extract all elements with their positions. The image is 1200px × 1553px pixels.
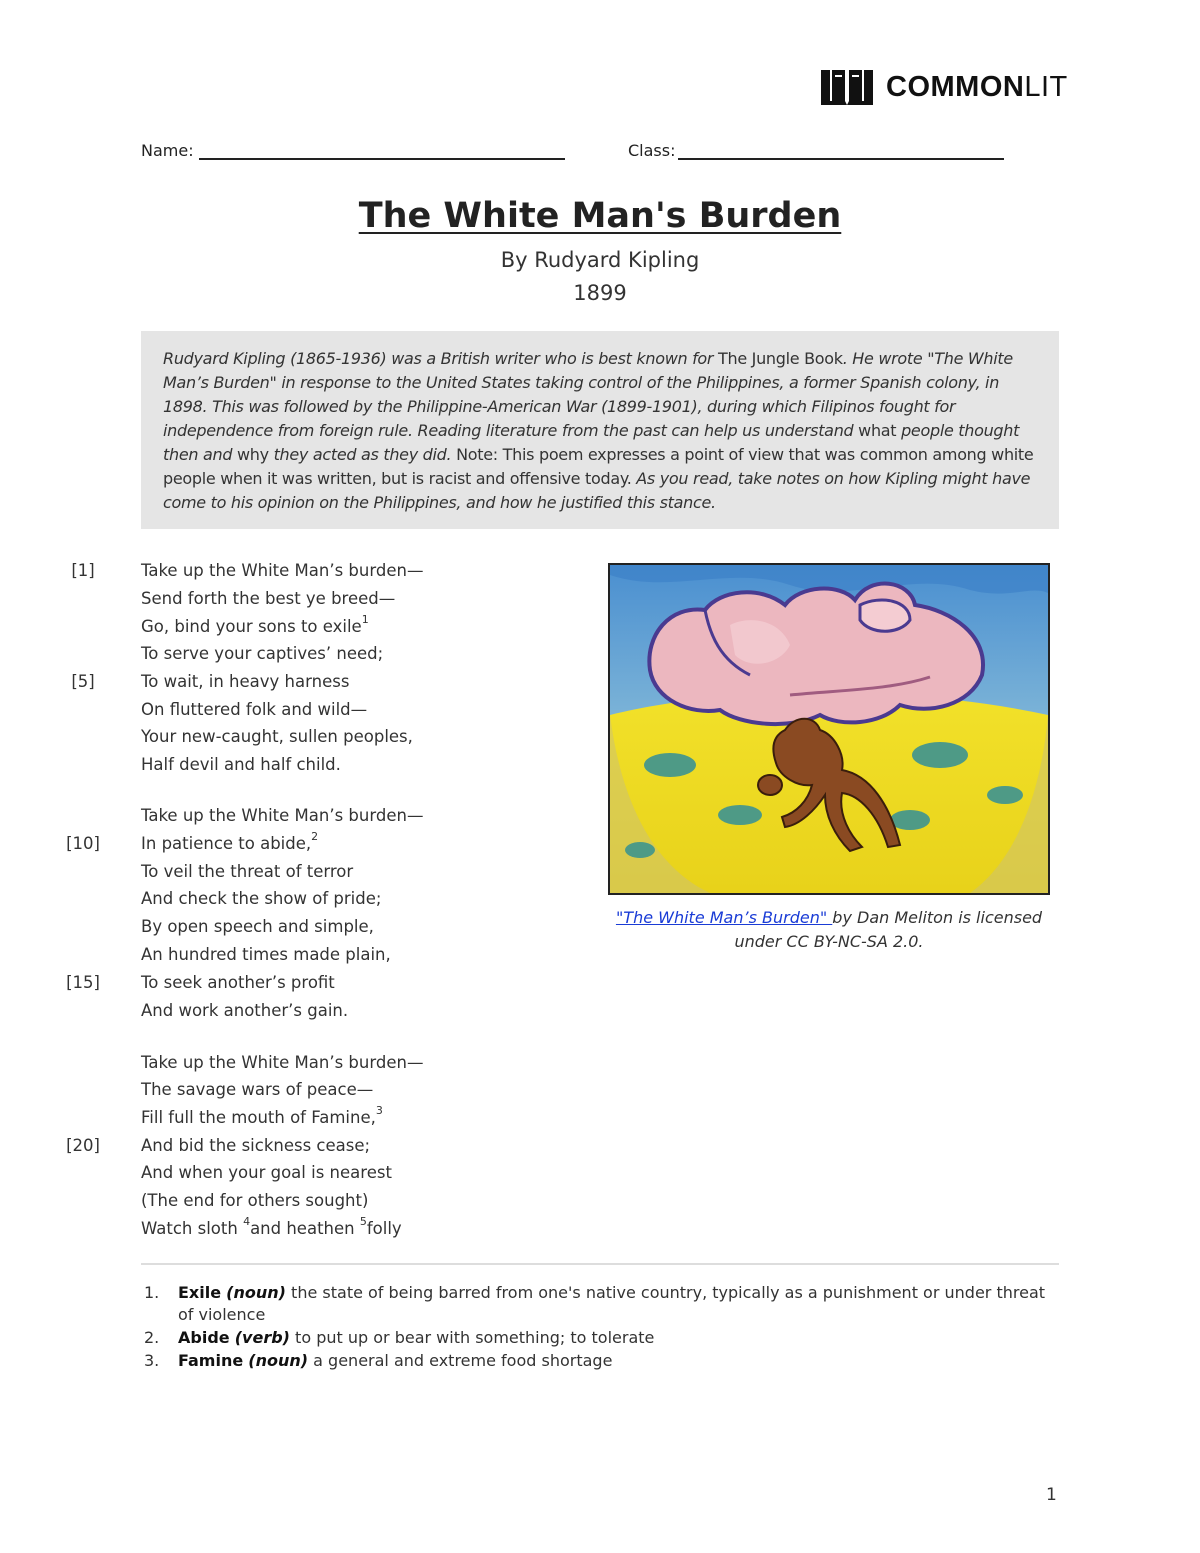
poem-line: And check the show of pride;: [141, 889, 382, 908]
name-line[interactable]: [199, 158, 565, 160]
page-number: 1: [1046, 1485, 1057, 1505]
footnote-ref[interactable]: 2: [311, 830, 319, 843]
poem-line: Fill full the mouth of Famine,$^3$: [141, 1104, 383, 1127]
image-caption: "The White Man’s Burden" by Dan Meliton is licensed under CC BY-NC-SA 2.0.: [615, 908, 1043, 951]
logo-wordmark: COMMONLIT: [886, 70, 1068, 103]
footnote-ref[interactable]: 3: [375, 1104, 383, 1117]
poem-line: By open speech and simple,: [141, 917, 374, 936]
footnote-ref[interactable]: 4: [243, 1215, 251, 1228]
footnote-item: 1. Exile (noun) the state of being barred from one's native country, typically as a punishment or under threat of violence: [144, 1283, 1046, 1324]
poem-line: To serve your captives’ need;: [141, 644, 384, 663]
publication-year: 1899: [573, 281, 627, 305]
poem-line: Take up the White Man’s burden—: [141, 561, 424, 580]
poem-line: On fluttered folk and wild—: [141, 700, 368, 719]
line-number: [5]: [71, 672, 95, 691]
commonlit-logo: [818, 66, 1068, 108]
line-number: [20]: [66, 1136, 100, 1155]
name-label: Name:: [141, 141, 194, 160]
line-number: [10]: [66, 834, 100, 853]
class-line[interactable]: [678, 158, 1004, 160]
footnote-ref[interactable]: 1: [361, 613, 369, 626]
intro-box: [141, 331, 1059, 529]
poem-line: Take up the White Man’s burden—: [141, 806, 424, 825]
poem-line: And when your goal is nearest: [141, 1163, 392, 1182]
poem-line: Go, bind your sons to exile$^1$: [141, 613, 369, 636]
poem-line: And bid the sickness cease;: [141, 1136, 371, 1155]
open-book-icon: [818, 67, 876, 107]
footnote-item: 3. Famine (noun) a general and extreme food shortage: [144, 1351, 613, 1370]
page-title: The White Man's Burden: [358, 196, 842, 236]
poem-line: To seek another’s profit: [141, 973, 335, 992]
footnote-ref[interactable]: 5: [359, 1215, 367, 1228]
poem-line: Half devil and half child.: [141, 755, 341, 774]
poem-line: To wait, in heavy harness: [141, 672, 350, 691]
footnote-item: 2. Abide (verb) to put up or bear with something; to tolerate: [144, 1328, 655, 1347]
poem-line: In patience to abide,$^2$: [141, 830, 319, 853]
poem-line: Your new-caught, sullen peoples,: [141, 727, 413, 746]
illustration-artwork: [610, 565, 1048, 893]
poem-line: An hundred times made plain,: [141, 945, 391, 964]
line-number: [15]: [66, 973, 100, 992]
line-number: [1]: [71, 561, 95, 580]
poem-line: Watch sloth $^4$and heathen $^5$folly: [141, 1215, 402, 1238]
intro-text: Rudyard Kipling (1865-1936) was a British writer who is best known for The Jungle Book. He wrote "The White Man’s Burden" in response to the United States taking control of the Philippines, a former Spanish colony, in 1898. This was followed by the Philippine-American War (1899-1901), during which Filipinos fought for independence from foreign rule. Reading literature from the past can help us understand what people thought then and why they acted as they did. Note: This poem expresses a point of view that was common among white people when it was written, but is racist and offensive today. As you read, take notes on how Kipling might have come to his opinion on the Philippines, and how he justified this stance.: [163, 349, 1034, 512]
poem-line: To veil the threat of terror: [141, 862, 354, 881]
poem-line: And work another’s gain.: [141, 1001, 349, 1020]
image-source-link[interactable]: "The White Man’s Burden": [615, 908, 833, 927]
author-byline: By Rudyard Kipling: [500, 248, 700, 272]
poem-line: The savage wars of peace—: [141, 1080, 374, 1099]
poem-line: Send forth the best ye breed—: [141, 589, 396, 608]
poem-line: Take up the White Man’s burden—: [141, 1053, 424, 1072]
poem-line: (The end for others sought): [141, 1191, 369, 1210]
footnote-divider: [141, 1263, 1059, 1265]
poem-illustration: [608, 563, 1050, 895]
class-label: Class:: [628, 141, 676, 160]
